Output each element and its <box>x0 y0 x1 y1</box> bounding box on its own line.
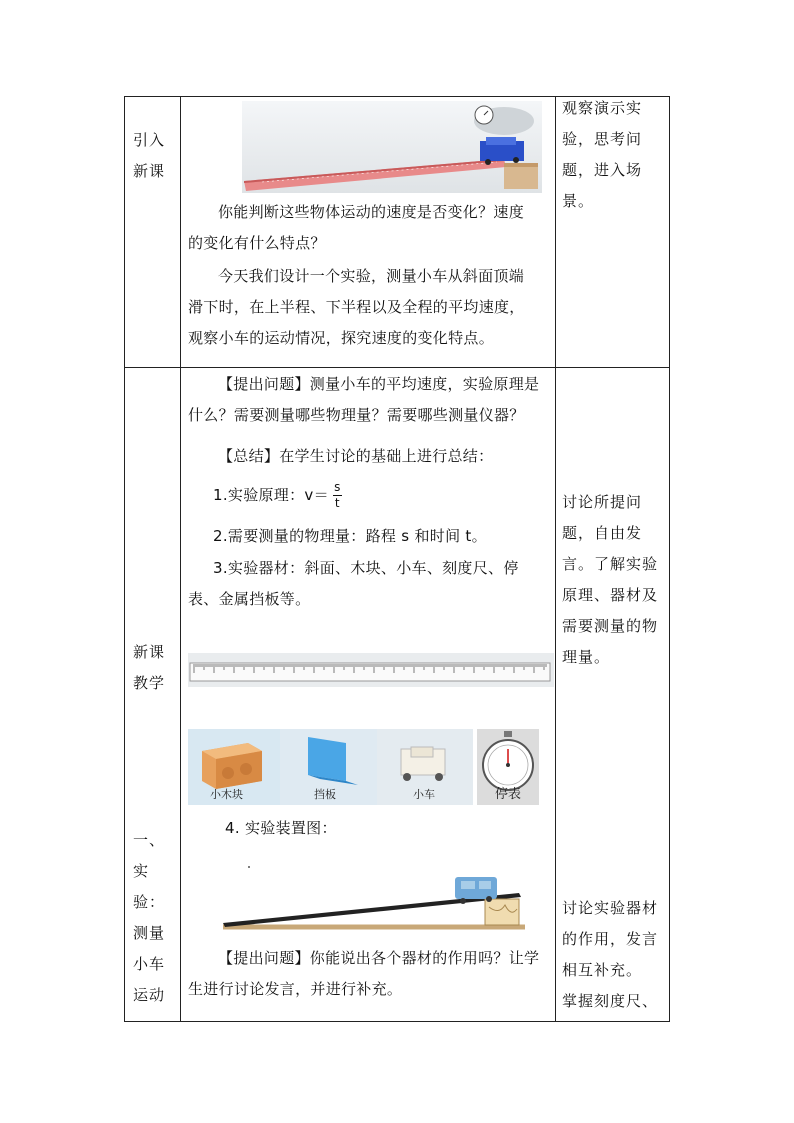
ruler-drawing <box>188 653 554 687</box>
apparatus-heading: 4. 实验装置图： <box>225 819 337 837</box>
row2-summary: 【总结】在学生讨论的基础上进行总结： <box>218 447 494 465</box>
row2-student-activity-bottom: 讨论实验器材 的作用，发言 相互补充。 掌握刻度尺、 <box>562 899 659 1010</box>
row1-label: 引入 新课 <box>133 131 166 180</box>
velocity-fraction: $\frac{s}{t}$ <box>334 480 341 510</box>
baffle-caption: 挡板 <box>314 788 336 801</box>
equipment-paragraph: 3.实验器材：斜面、木块、小车、刻度尺、停 表、金属挡板等。 <box>188 559 519 608</box>
quantities-line: 2.需要测量的物理量：路程 s 和时间 t。 <box>213 527 487 545</box>
cart-image <box>377 729 473 805</box>
ruler-image <box>188 653 554 687</box>
baffle-image <box>280 729 377 805</box>
stopwatch-caption: 停表 <box>495 787 522 802</box>
column-divider <box>180 97 181 1021</box>
row1-experiment-paragraph: 今天我们设计一个实验，测量小车从斜面顶端 滑下时，在上半程、下半程以及全程的平均速度， 观察小车的运动情况，探究速度的变化特点。 <box>188 267 525 347</box>
incline-demo-image <box>242 101 542 193</box>
row-divider <box>125 367 669 368</box>
row2-student-activity-top: 讨论所提问 题，自由发 言。了解实验 原理、器材及 需要测量的物 理量。 <box>562 493 659 666</box>
wood-block-image <box>188 729 280 805</box>
wood-block-caption: 小木块 <box>210 788 243 801</box>
cart-caption: 小车 <box>413 788 435 801</box>
row1-intro-paragraph: 你能判断这些物体运动的速度是否变化？速度 的变化有什么特点？ <box>188 203 525 252</box>
lesson-table <box>124 96 670 1022</box>
apparatus-image <box>219 857 529 937</box>
column-divider <box>555 97 556 1021</box>
row2-label-top: 新课 教学 <box>133 643 166 692</box>
row2-label-bottom: 一、 实 验： 测量 小车 运动 <box>133 831 166 1004</box>
row1-student-activity: 观察演示实 验，思考问 题，进入场 景。 <box>562 99 643 210</box>
principle-line: 1.实验原理：$v= \frac{s}{t}$ <box>213 480 341 510</box>
stopwatch-image <box>477 729 539 805</box>
apparatus-drawing <box>219 857 529 937</box>
row2-question-paragraph: 【提出问题】测量小车的平均速度，实验原理是 什么？需要测量哪些物理量？需要哪些测量仪器？ <box>188 375 540 424</box>
row2-second-question: 【提出问题】你能说出各个器材的作用吗？让学 生进行讨论发言，并进行补充。 <box>188 949 540 998</box>
incline-demo-drawing <box>242 101 542 193</box>
